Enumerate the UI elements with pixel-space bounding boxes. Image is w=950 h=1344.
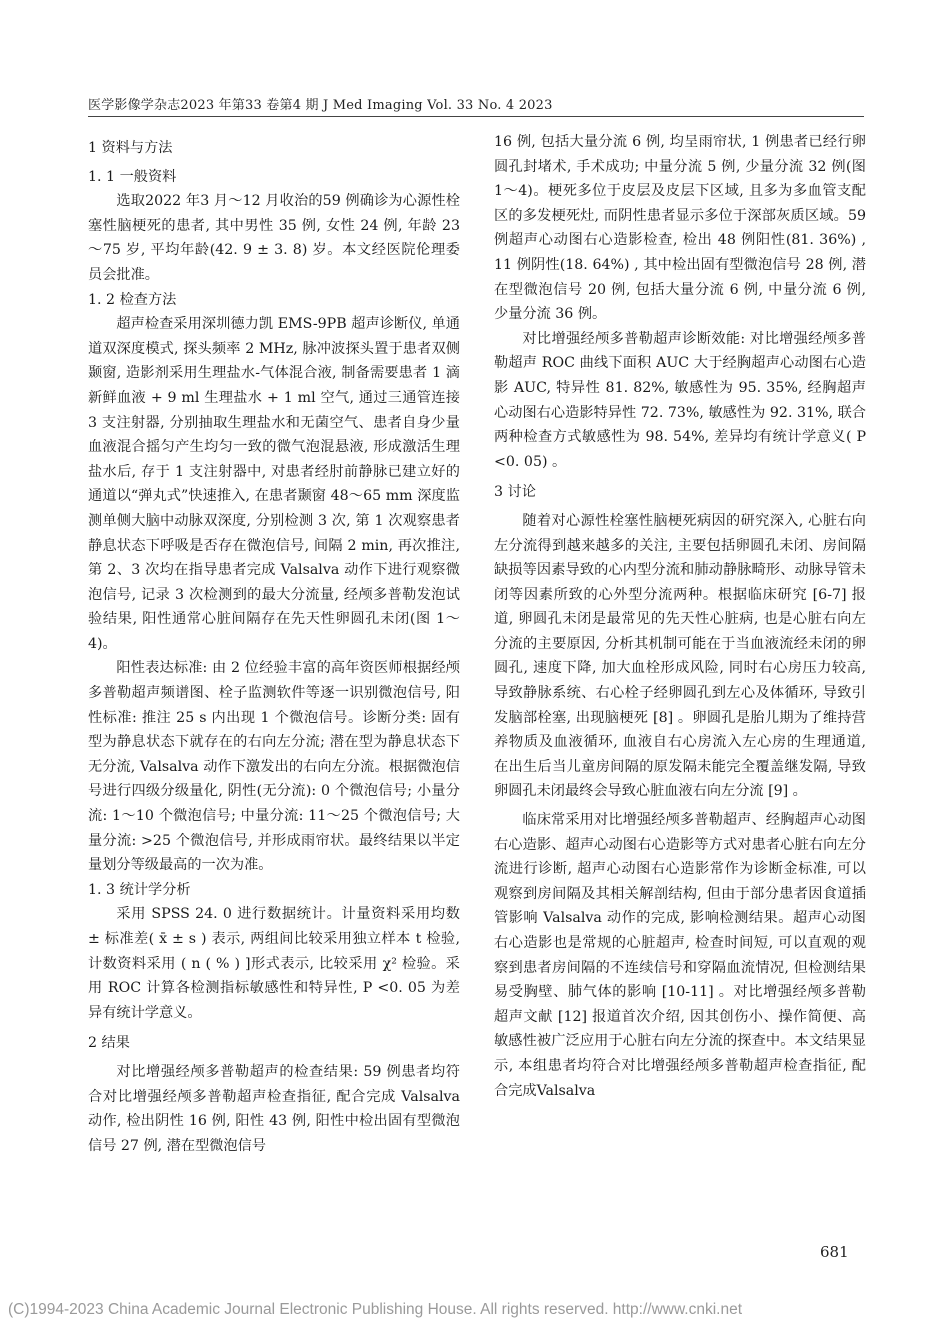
paragraph-general: 选取2022 年3 月～12 月收治的59 例确诊为心源性栓塞性脑梗死的患者, 其中男性 35 例, 女性 24 例, 年龄 23～75 岁, 平均年龄(42. 9 ± 3. 8) 岁。本文经医院伦理委员会批准。 [88,193,460,283]
header-rule [88,116,864,117]
paragraph-results-continued: 16 例, 包括大量分流 6 例, 均呈雨帘状, 1 例患者已经行卵圆孔封堵术, 手术成功; 中量分流 5 例, 少量分流 32 例(图 1～4)。梗死多位于皮层及皮层下区域, 且多为多血管支配区的多发梗死灶, 而阴性患者显示多位于深部灰质区域。59 例超声心动图右心造影检查, 检出 48 例阳性(81. 36%) , 11 例阴性(18. 64%) , 其中检出固有型微泡信号 28 例, 潜在型微泡信号 20 例, 包括大量分流 6 例, 中量分流 6 例, 少量分流 36 例。 [494,134,866,323]
right-column [494,130,866,1103]
page-number: 681 [820,1243,849,1261]
left-column [88,130,460,1158]
running-head: 医学影像学杂志2023 年第33 卷第4 期 J Med Imaging Vol. 33 No. 4 2023 [88,98,553,113]
paragraph-discussion-2: 临床常采用对比增强经颅多普勒超声、经胸超声心动图右心造影、超声心动图右心造影等方式对患者心脏右向左分流进行诊断, 超声心动图右心造影常作为诊断金标准, 可以观察到房间隔及其相关解剖结构, 但由于部分患者因食道插管影响 Valsalva 动作的完成, 影响检测结果。超声心动图右心造影也是常规的心脏超声, 检查时间短, 可以直观的观察到患者房间隔的不连续信号和穿隔血流情况, 但检测结果易受胸壁、肺气体的影响 [10-11] 。对比增强经颅多普勒超声文献 [12] 报道首次介绍, 因其创伤小、操作简便、高敏感性被广泛应用于心脏右向左分流的探查中。本文结果显示, 本组患者均符合对比增强经颅多普勒超声检查指征, 配合完成Valsalva [494,812,866,1099]
paragraph-diagnostic-efficacy: 对比增强经颅多普勒超声诊断效能: 对比增强经颅多普勒超声 ROC 曲线下面积 AUC 大于经胸超声心动图右心造影 AUC, 特异性 81. 82%, 敏感性为 95. 35%, 经胸超声心动图右心造影特异性 72. 73%, 敏感性为 92. 31%, 联合两种检查方式敏感性为 98. 54%, 差异均有统计学意义( P <0. 05) 。 [494,330,866,470]
paragraph-exam-method: 超声检查采用深圳德力凯 EMS-9PB 超声诊断仪, 单通道双深度模式, 探头频率 2 MHz, 脉冲波探头置于患者双侧颞窗, 造影剂采用生理盐水-气体混合液, 制备需要患者 1 滴新鲜血液 + 9 ml 生理盐水 + 1 ml 空气, 通过三通管连接 3 支注射器, 分别抽取生理盐水和无菌空气、患者自身少量血液混合摇匀产生均匀一致的微气泡混悬液, 形成激活生理盐水后, 存于 1 支注射器中, 对患者经肘前静脉已建立好的通道以“弹丸式”快速推入, 在患者颞窗 48～65 mm 深度监测单侧大脑中动脉双深度, 分别检测 3 次, 第 1 次观察患者静息状态下呼吸是否存在微泡信号, 间隔 2 min, 再次推注, 第 2、3 次均在指导患者完成 Valsalva 动作下进行观察微泡信号, 记录 3 次检测到的最大分流量, 经颅多普勒发泡试验结果, 阳性通常心脏间隔存在先天性卵圆孔未闭(图 1～4)。 [88,316,460,652]
paragraph-discussion-1: 随着对心源性栓塞性脑梗死病因的研究深入, 心脏右向左分流得到越来越多的关注, 主要包括卵圆孔未闭、房间隔缺损等因素导致的心内型分流和肺动静脉畸形、动脉导管未闭等因素所致的心外型分流两种。根据临床研究 [6-7] 报道, 卵圆孔未闭是最常见的先天性心脏病, 也是心脏右向左分流的主要原因, 分析其机制可能在于当血液流经未闭的卵圆孔, 速度下降, 加大血栓形成风险, 同时右心房压力较高, 导致静脉系统、右心栓子经卵圆孔到左心及体循环, 导致引发脑部栓塞, 出现脑梗死 [8] 。卵圆孔是胎儿期为了维持营养物质及血液循环, 血液自右心房流入左心房的生理通道, 在出生后当儿童房间隔的原发隔未能完全覆盖继发隔, 导致卵圆孔未闭最终会导致心脏血液右向左分流 [9] 。 [494,512,866,800]
subsection-heading-exam: 1. 2 检查方法 [88,291,177,308]
subsection-heading-general: 1. 1 一般资料 [88,168,177,185]
section-heading-results: 2 结果 [88,1035,130,1052]
paragraph-statistics: 采用 SPSS 24. 0 进行数据统计。计量资料采用均数 ± 标准差( x̄ ± s ) 表示, 两组间比较采用独立样本 t 检验, 计数资料采用 ( n ( % ) ]形式表示, 比较采用 χ² 检验。采用 ROC 计算各检测指标敏感性和特异性, P <0. 05 为差异有统计学意义。 [88,906,460,1021]
paragraph-positive-criteria: 阳性表达标准: 由 2 位经验丰富的高年资医师根据经颅多普勒超声频谱图、栓子监测软件等逐一识别微泡信号, 阳性标准: 推注 25 s 内出现 1 个微泡信号。诊断分类: 固有型为静息状态下就存在的右向左分流; 潜在型为静息状态下无分流, Valsalva 动作下激发出的右向左分流。根据微泡信号进行四级分级量化, 阴性(无分流): 0 个微泡信号; 小量分流: 1～10 个微泡信号; 中量分流: 11～25 个微泡信号; 大量分流: >25 个微泡信号, 并形成雨帘状。最终结果以半定量划分等级最高的一次为准。 [88,660,460,874]
subsection-heading-statistics: 1. 3 统计学分析 [88,881,191,898]
section-heading-methods: 1 资料与方法 [88,140,173,156]
copyright-notice: (C)1994-2023 China Academic Journal Electronic Publishing House. All rights reserved. http://www.cnki.net [8,1301,743,1318]
paragraph-results-1: 对比增强经颅多普勒超声的检查结果: 59 例患者均符合对比增强经颅多普勒超声检查指征, 配合完成 Valsalva 动作, 检出阴性 16 例, 阳性 43 例, 阳性中检出固有型微泡信号 27 例, 潜在型微泡信号 [88,1063,460,1154]
section-heading-discussion: 3 讨论 [494,484,536,501]
